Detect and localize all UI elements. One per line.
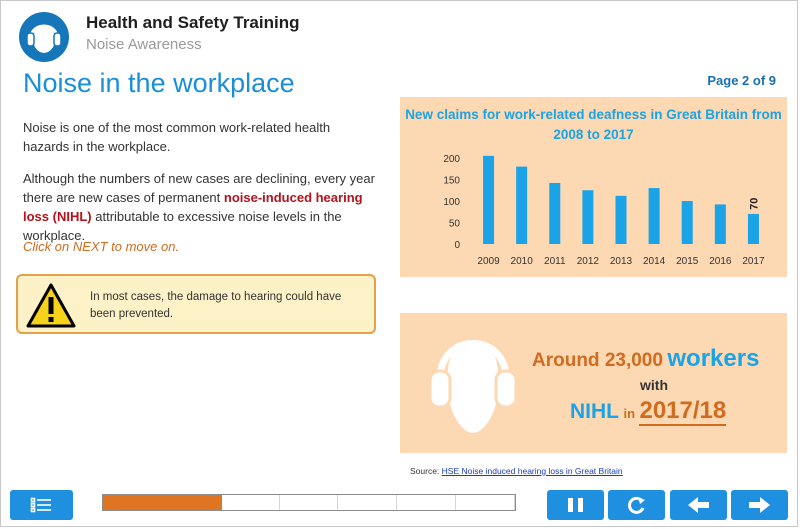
source-label: Source:: [410, 466, 440, 476]
pause-button[interactable]: [547, 490, 604, 520]
y-tick-label: 100: [443, 197, 460, 208]
pause-icon: [547, 490, 604, 520]
bar-2009: [483, 156, 494, 244]
back-button[interactable]: [670, 490, 727, 520]
source-credit: [410, 466, 623, 476]
x-tick-label: 2011: [544, 256, 566, 267]
x-tick-label: 2009: [477, 256, 500, 267]
course-title: Health and Safety Training: [86, 13, 300, 32]
x-tick-label: 2015: [676, 256, 699, 267]
nihl-paragraph: [23, 169, 378, 245]
nihl-term-text: NIHL: [570, 400, 619, 423]
bar-2012: [582, 190, 593, 244]
replay-button[interactable]: [608, 490, 665, 520]
nihl-count: [532, 345, 759, 373]
x-tick-label: 2013: [609, 256, 633, 267]
x-tick-label: 2016: [709, 256, 732, 267]
nihl-highlight: noise-induced hearing loss (NIHL): [23, 190, 363, 224]
ear-defender-icon: [19, 12, 69, 62]
y-tick-label: 150: [443, 175, 460, 187]
progress-segment: [338, 495, 397, 510]
deafness-claims-chart: [400, 97, 787, 277]
chart-canvas: [400, 97, 787, 277]
progress-segment: [456, 495, 515, 510]
bar-2014: [649, 188, 660, 244]
menu-button[interactable]: [10, 490, 73, 520]
nihl-period: [570, 397, 726, 425]
next-arrow-icon: [731, 490, 788, 520]
ear-defender-head-icon: [418, 321, 528, 446]
y-tick-label: 200: [443, 154, 460, 165]
replay-icon: [608, 490, 665, 520]
nihl-with-text: with: [640, 377, 668, 393]
page-number: Page 2 of 9: [707, 73, 776, 88]
nihl-stat-panel: [400, 313, 787, 453]
progress-segment: [221, 495, 280, 510]
next-button[interactable]: [731, 490, 788, 520]
y-tick-label: 50: [448, 218, 460, 230]
data-label-2017: 70: [748, 197, 761, 210]
bar-2011: [549, 183, 560, 244]
page-title: Noise in the workplace: [23, 68, 295, 98]
bar-2010: [516, 167, 527, 244]
chart-title: New claims for work-related deafness in Great Britain from 2008 to 2017: [405, 107, 782, 142]
bar-2013: [616, 196, 627, 244]
intro-paragraph: Noise is one of the most common work-related health hazards in the workplace.: [23, 120, 331, 154]
x-tick-label: 2010: [510, 256, 533, 267]
back-arrow-icon: [670, 490, 727, 520]
bar-2017: [748, 214, 759, 244]
warning-text: In most cases, the damage to hearing could have been prevented.: [90, 291, 342, 320]
bar-2016: [715, 204, 726, 244]
x-tick-label: 2017: [742, 256, 765, 267]
menu-icon: [10, 490, 73, 520]
nihl-around-text: Around 23,000: [532, 350, 663, 371]
nihl-workers-text: workers: [667, 345, 760, 372]
progress-fill: [103, 495, 222, 510]
nihl-year-text: 2017/18: [639, 397, 727, 424]
x-tick-label: 2014: [642, 256, 666, 267]
warning-callout: [16, 274, 376, 334]
nihl-paragraph-start: Although the numbers of new cases are declining, every year there are new cases of permanent: [23, 171, 375, 205]
next-hint: Click on NEXT to move on.: [23, 239, 180, 254]
progress-segment: [397, 495, 456, 510]
x-tick-label: 2012: [576, 256, 600, 267]
progress-bar: [102, 494, 516, 511]
progress-segment: [280, 495, 339, 510]
bar-2015: [682, 201, 693, 244]
source-link[interactable]: HSE Noise induced hearing loss in Great Britain: [441, 466, 623, 476]
warning-icon: [26, 283, 76, 329]
nihl-paragraph-end: attributable to excessive noise levels in the workplace.: [23, 209, 342, 243]
course-subtitle: Noise Awareness: [86, 36, 202, 53]
y-tick-label: 0: [454, 240, 460, 251]
nihl-in-text: in: [623, 406, 636, 421]
